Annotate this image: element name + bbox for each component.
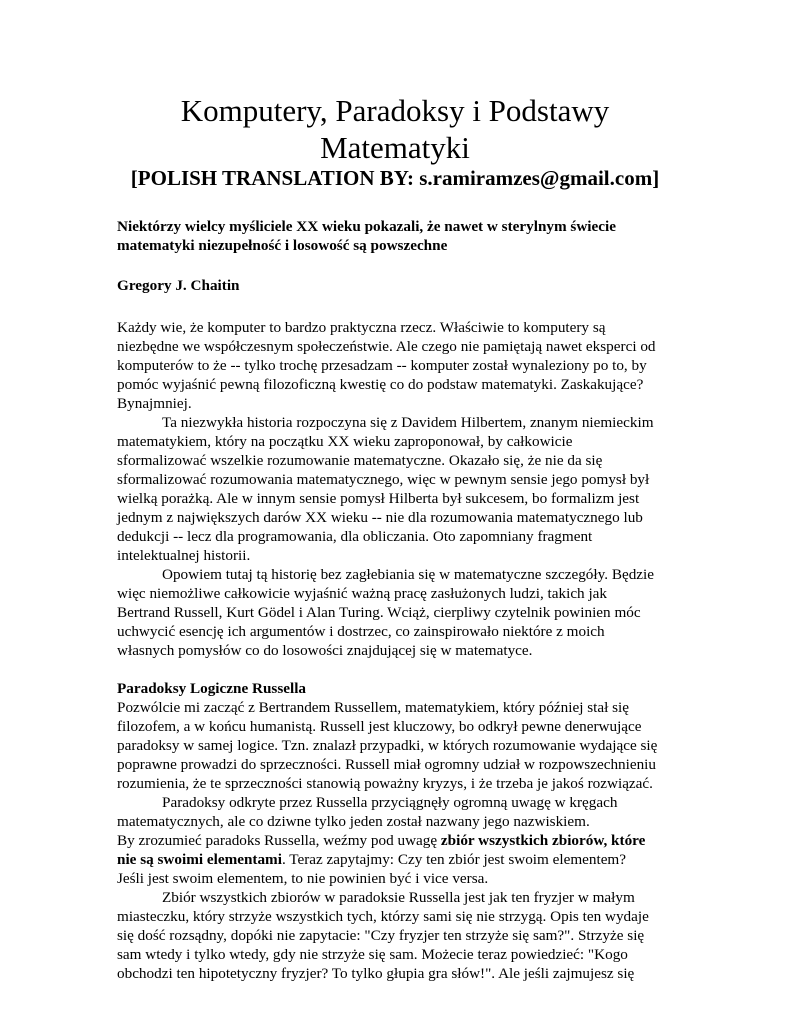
text-line: Paradoksy odkryte przez Russella przyciągnęły ogromną uwagę w kręgach [162,794,618,811]
text-line: sam wtedy i tylko wtedy, gdy nie strzyże się sam. Możecie teraz powiedzieć: "Kogo [117,946,628,963]
text-line: sformalizować wszelkie rozumowanie matematyczne. Okazało się, że nie da się [117,452,603,469]
text-line: jednym z największych darów XX wieku -- nie dla rozumowania matematycznego lub [117,509,643,526]
author-name: Gregory J. Chaitin [117,277,240,294]
text-line: Jeśli jest swoim elementem, to nie powinien być i vice versa. [117,870,489,887]
paragraph-story [117,565,673,660]
document-page [117,92,673,983]
text-line: pomóc wyjaśnić pewną filozoficzną kwestię co do podstaw matematyki. Zaskakujące? [117,376,644,393]
text-line [117,850,673,869]
text-line: miasteczku, który strzyże wszystkich tych, którzy sami się nie strzygą. Opis ten wydaje [117,908,649,925]
text-line: filozofem, a w końcu humanistą. Russell jest kluczowy, bo odkrył pewne denerwujące [117,718,642,735]
paragraph-barber [117,888,673,983]
text-line: Bertrand Russell, Kurt Gödel i Alan Turing. Wciąż, cierpliwy czytelnik powinien móc [117,604,641,621]
text-line: Bynajmniej. [117,395,192,412]
emphasis-text: zbiór wszystkich zbiorów, które [440,832,646,849]
title-line-2: Matematyki [320,130,470,165]
text-line: więc niemożliwe całkowicie wyjaśnić ważną pracę zasłużonych ludzi, takich jak [117,585,608,602]
translation-credit: [POLISH TRANSLATION BY: s.ramiramzes@gmail.com] [130,166,660,190]
lede-line: matematyki niezupełność i losowość są powszechne [117,237,448,254]
text-line: własnych pomysłów co do losowości znajdującej się w matematyce. [117,642,533,659]
text-line: Zbiór wszystkich zbiorów w paradoksie Russella jest jak ten fryzjer w małym [162,889,635,906]
text-line: dedukcji -- lecz dla programowania, dla obliczania. Oto zapomniany fragment [117,528,593,545]
text-line: intelektualnej historii. [117,547,251,564]
lede-line: Niektórzy wielcy myśliciele XX wieku pokazali, że nawet w sterylnym świecie [117,218,616,235]
text-line: Opowiem tutaj tą historię bez zagłebiania się w matematyczne szczegóły. Będzie [162,566,654,583]
text-line: matematycznych, ale co dziwne tylko jeden został nazwany jego nazwiskiem. [117,813,590,830]
title-line-1: Komputery, Paradoksy i Podstawy [180,93,610,128]
paragraph-russell [117,698,673,793]
text-run: . Teraz zapytajmy: Czy ten zbiór jest swoim elementem? [281,851,626,868]
article-body [117,318,673,983]
emphasis-text: nie są swoimi elementami [117,851,282,868]
document-title [117,92,673,166]
text-line: niezbędne we współczesnym społeczeństwie. Ale czego nie pamiętają nawet eksperci od [117,338,656,355]
paragraph-attention [117,793,673,831]
text-line: Pozwólcie mi zacząć z Bertrandem Russellem, matematykiem, który później stał się [117,699,629,716]
text-run: By zrozumieć paradoks Russella, weźmy pod uwagę [117,832,441,849]
text-line: wielką porażką. Ale w innym sensie pomysł Hilberta był sukcesem, bo formalizm jest [117,490,640,507]
text-line: rozumienia, że te sprzeczności stanowią poważny kryzys, i że trzeba je jakoś rozwiązać. [117,775,653,792]
text-line: paradoksy w samej logice. Tzn. znalazł przypadki, w których rozumowanie wydające się [117,737,658,754]
text-line: sformalizować rozumowania matematycznego, więc w pewnym sensie jego pomysł był [117,471,650,488]
text-line: poprawne prowadzi do sprzeczności. Russell miał ogromny udział w rozpowszechnieniu [117,756,657,773]
text-line: Ta niezwykła historia rozpoczyna się z Davidem Hilbertem, znanym niemieckim [162,414,654,431]
text-line: komputerów to że -- tylko trochę przesadzam -- komputer został wynaleziony po to, by [117,357,647,374]
section-heading: Paradoksy Logiczne Russella [117,680,307,697]
paragraph-set [117,831,673,888]
lede [117,217,673,255]
text-line: się dość rozsądny, dopóki nie zapytacie: "Czy fryzjer ten strzyże się sam?". Strzyże się [117,927,645,944]
paragraph-intro [117,318,673,413]
text-line: uchwycić esencję ich argumentów i dostrzec, co zainspirowało niektóre z moich [117,623,605,640]
text-line [117,831,673,850]
text-line: obchodzi ten hipotetyczny fryzjer? To tylko głupia gra słów!". Ale jeśli zajmujesz się [117,965,635,982]
paragraph-hilbert [117,413,673,565]
text-line: Każdy wie, że komputer to bardzo praktyczna rzecz. Właściwie to komputery są [117,319,606,336]
text-line: matematykiem, który na początku XX wieku zaproponował, by całkowicie [117,433,573,450]
